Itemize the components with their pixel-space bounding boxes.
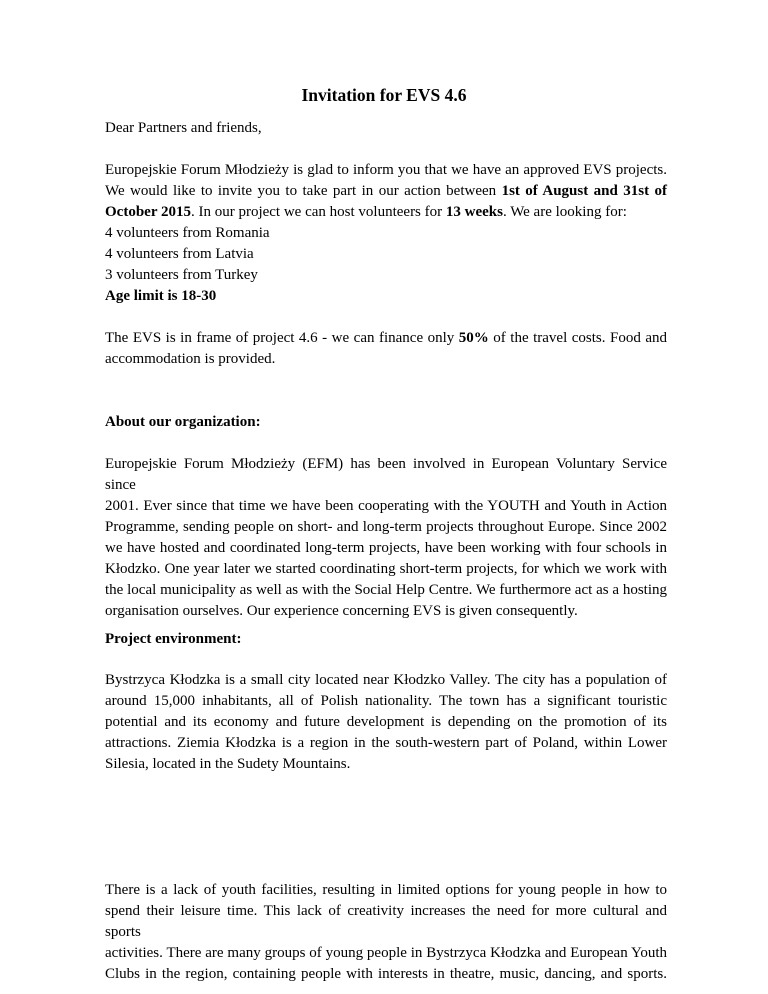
about-line-2: 2001. Ever since that time we have been cooperating with the YOUTH and Youth in Action bbox=[105, 498, 667, 514]
youth-line-2: spend their leisure time. This lack of creativity increases the need for more cultural and sports bbox=[105, 903, 667, 940]
environment-line-1: Bystrzyca Kłodzka is a small city located near Kłodzko Valley. The city has a population of bbox=[105, 672, 667, 688]
about-line-1: Europejskie Forum Młodzieży (EFM) has been involved in European Voluntary Service since bbox=[105, 456, 667, 493]
greeting bbox=[105, 118, 667, 139]
environment-heading: Project environment: bbox=[105, 631, 242, 647]
finance-percent: 50% bbox=[458, 330, 489, 346]
about-line-4: we have hosted and coordinated long-term projects, have been working with four schools in bbox=[105, 540, 667, 556]
document-title: Invitation for EVS 4.6 bbox=[301, 85, 467, 105]
about-line-5: Kłodzko. One year later we started coordinating short-term projects, for which we work with bbox=[105, 561, 667, 577]
environment-line-5: Silesia, located in the Sudety Mountains. bbox=[105, 756, 351, 772]
volunteers-turkey: 3 volunteers from Turkey bbox=[105, 267, 258, 283]
about-line-3: Programme, sending people on short- and long-term projects throughout Europe. Since 2002 bbox=[105, 519, 667, 535]
youth-line-1: There is a lack of youth facilities, resulting in limited options for young people in how to bbox=[105, 882, 667, 898]
duration: 13 weeks bbox=[445, 204, 503, 220]
greeting-text: Dear Partners and friends, bbox=[105, 120, 262, 136]
intro-line-3: October 2015. In our project we can host volunteers for 13 weeks. We are looking for: bbox=[105, 204, 627, 220]
date-range-start: 1st of August and 31st of bbox=[501, 183, 667, 199]
environment-line-2: around 15,000 inhabitants, all of Polish nationality. The town has a significant touristic bbox=[105, 693, 667, 709]
environment-paragraph bbox=[105, 670, 667, 775]
about-heading: About our organization: bbox=[105, 414, 261, 430]
finance-line-1: The EVS is in frame of project 4.6 - we can finance only 50% of the travel costs. Food and bbox=[105, 330, 667, 346]
volunteers-latvia: 4 volunteers from Latvia bbox=[105, 246, 254, 262]
about-paragraph bbox=[105, 454, 667, 622]
environment-line-3: potential and its economy and future development is depending on the promotion of its bbox=[105, 714, 667, 730]
about-line-6: the local municipality as well as with the Social Help Centre. We furthermore act as a hosting bbox=[105, 582, 667, 598]
age-limit: Age limit is 18-30 bbox=[105, 288, 217, 304]
youth-line-3: activities. There are many groups of young people in Bystrzyca Kłodzka and European Youth bbox=[105, 945, 667, 961]
intro-line-2: We would like to invite you to take part in our action between 1st of August and 31st of bbox=[105, 183, 667, 199]
finance-line-2: accommodation is provided. bbox=[105, 351, 276, 367]
about-line-7: organisation ourselves. Our experience concerning EVS is given consequently. bbox=[105, 603, 578, 619]
youth-paragraph bbox=[105, 880, 667, 985]
environment-line-4: attractions. Ziemia Kłodzka is a region in the south-western part of Poland, within Lower bbox=[105, 735, 667, 751]
intro-paragraph bbox=[105, 160, 667, 307]
finance-paragraph bbox=[105, 328, 667, 370]
youth-line-4: Clubs in the region, containing people with interests in theatre, music, dancing, and sports. bbox=[105, 966, 667, 982]
intro-line-1: Europejskie Forum Młodzieży is glad to inform you that we have an approved EVS projects. bbox=[105, 162, 667, 178]
volunteers-romania: 4 volunteers from Romania bbox=[105, 225, 270, 241]
date-range-end: October 2015 bbox=[105, 204, 191, 220]
